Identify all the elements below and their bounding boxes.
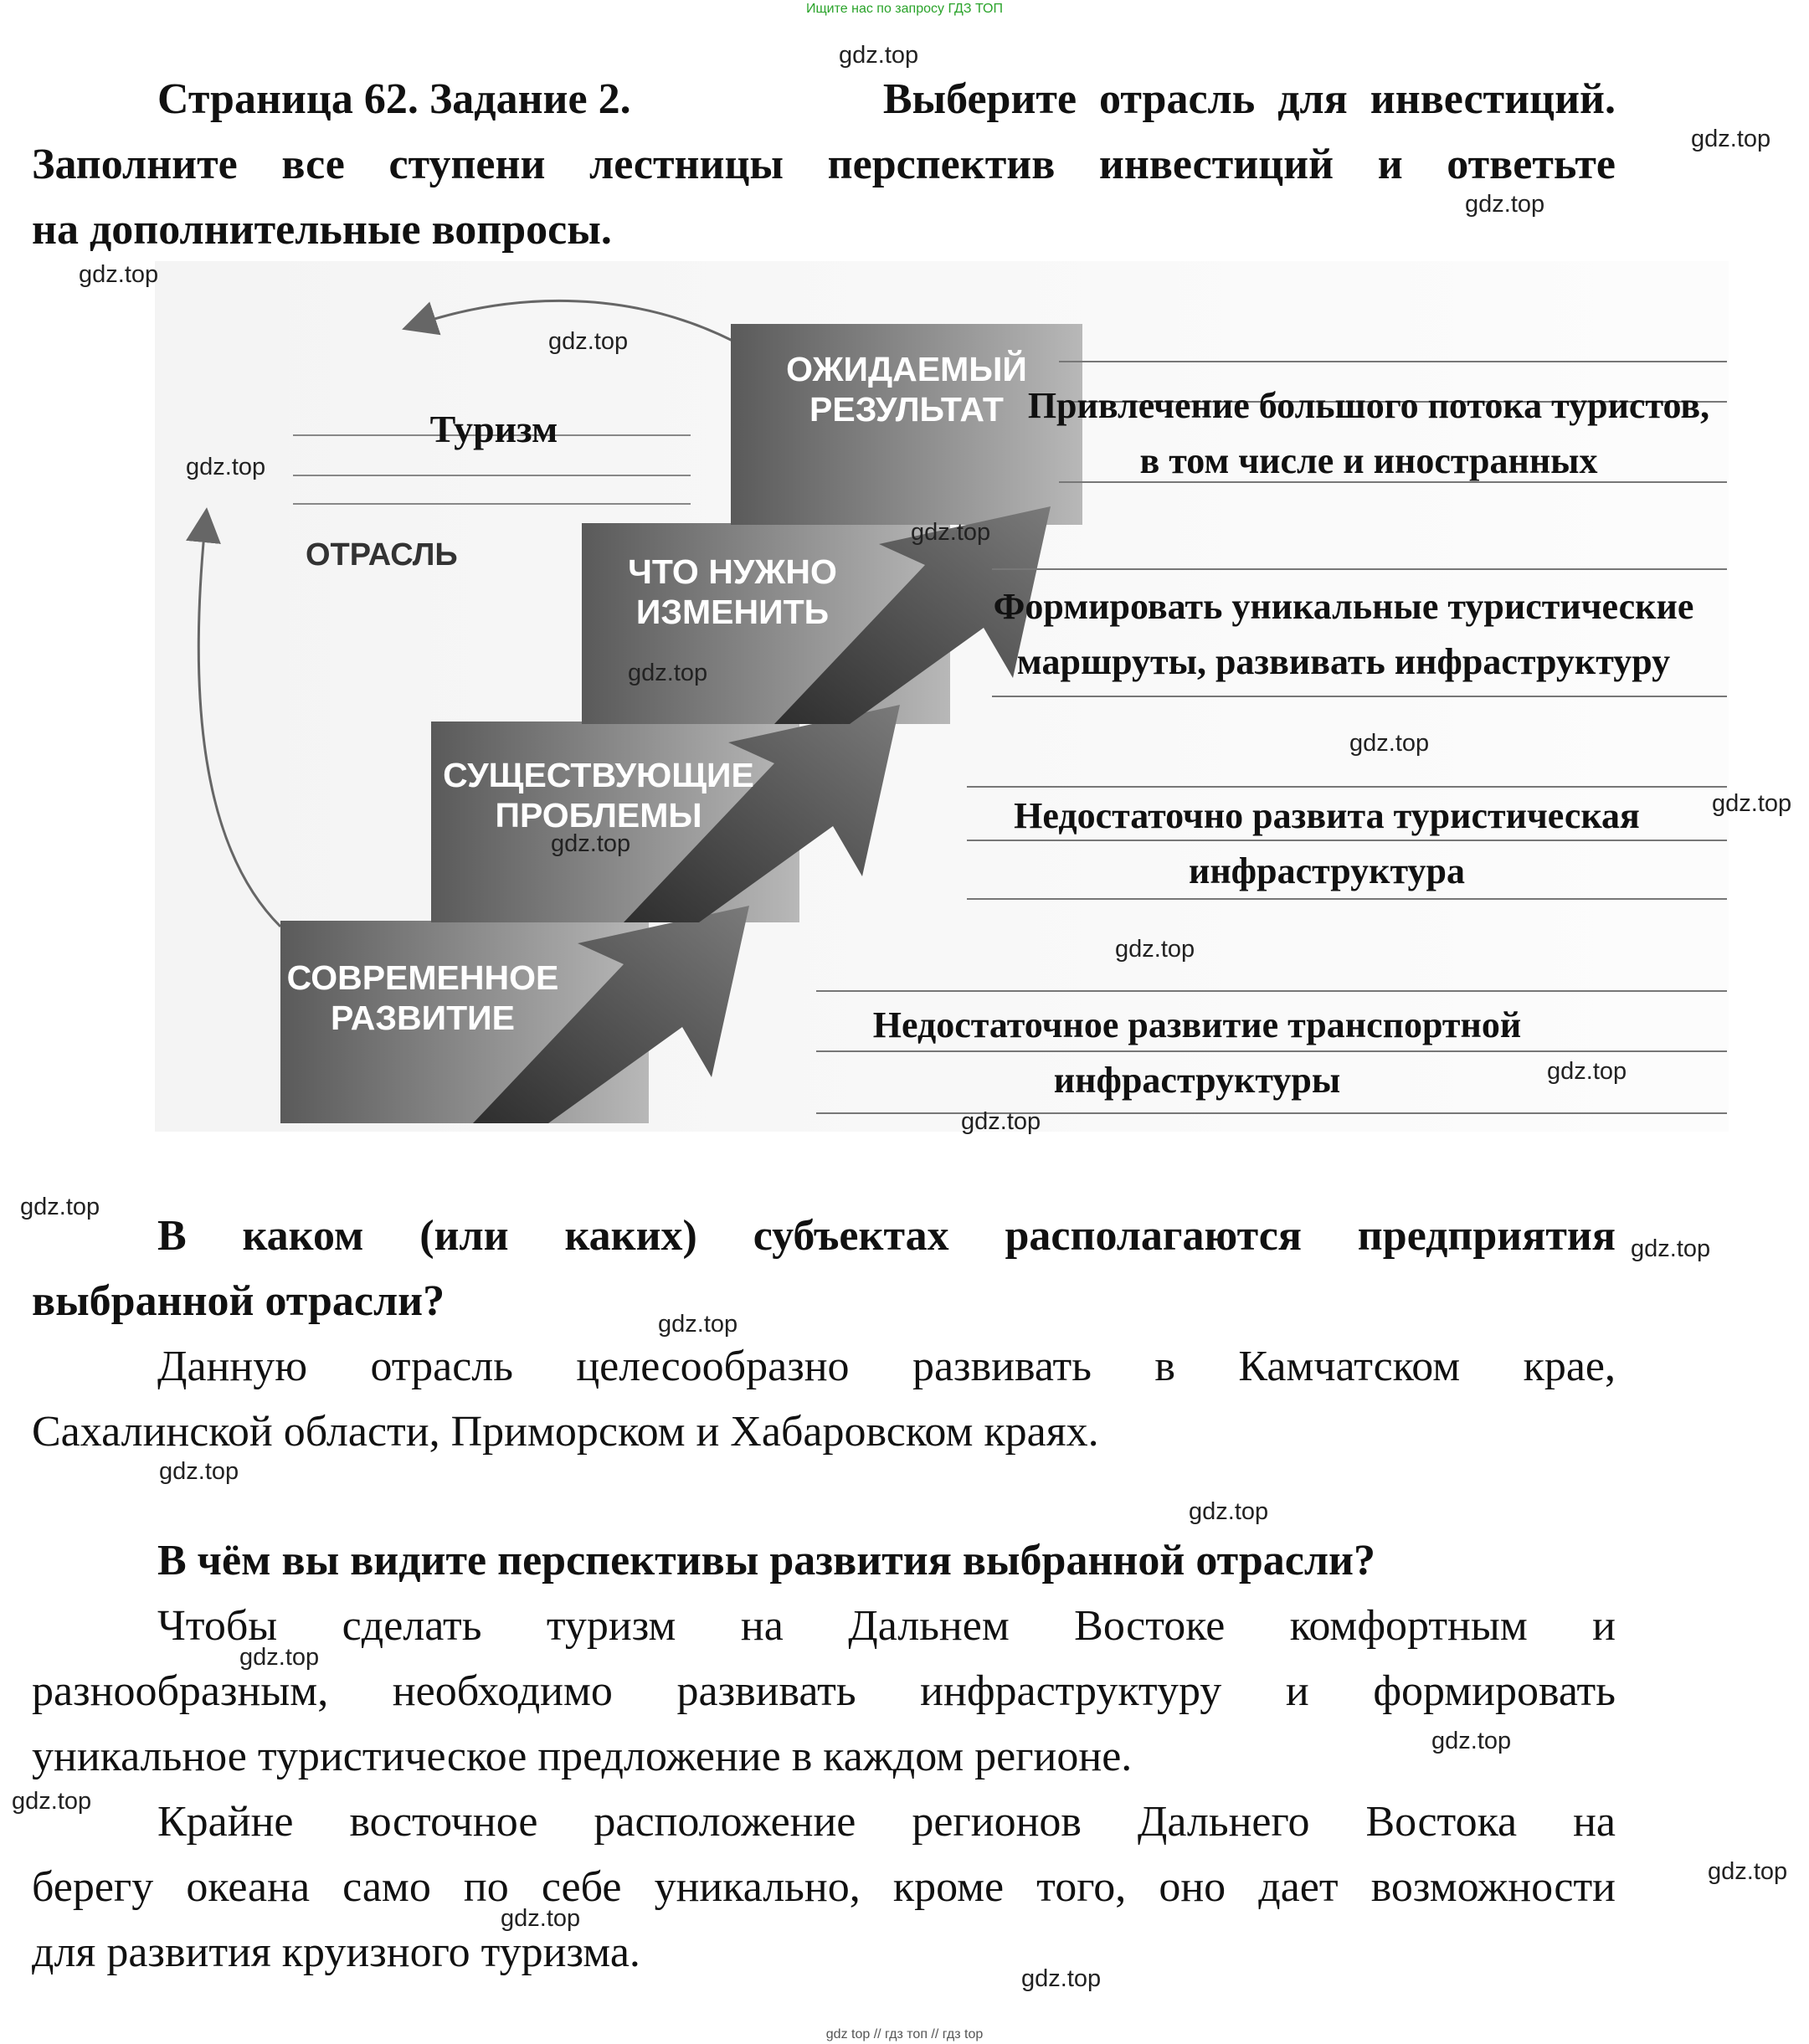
step-label-result-l2: РЕЗУЛЬТАТ (809, 390, 1004, 429)
watermark: gdz.top (1547, 1058, 1627, 1085)
watermark: gdz.top (1708, 1858, 1788, 1885)
watermark: gdz.top (79, 261, 159, 288)
watermark: gdz.top (628, 660, 708, 686)
step-label-current (280, 958, 565, 1038)
task-instruction-start: Выберите отрасль для инвестиций. (882, 75, 1616, 123)
watermark: gdz.top (1115, 936, 1195, 963)
task-title-line3: на дополнительные вопросы. (32, 206, 612, 254)
step-label-problems-l1: СУЩЕСТВУЮЩИЕ (443, 756, 754, 794)
answer-change-l1: Формировать уникальные туристические (993, 586, 1694, 627)
otrasl-answer: Туризм (429, 408, 558, 450)
step-label-current-l1: СОВРЕМЕННОЕ (286, 958, 559, 997)
watermark: gdz.top (1691, 126, 1771, 152)
watermark: gdz.top (1431, 1728, 1512, 1754)
watermark: gdz.top (239, 1644, 320, 1671)
q2-p2-line3: для развития круизного туризма. (32, 1928, 640, 1976)
q2-p1-line1: Чтобы сделать туризм на Дальнем Востоке комфортным и (157, 1602, 1616, 1650)
watermark: gdz.top (186, 454, 266, 480)
answer-result (1009, 378, 1729, 489)
step-label-change (582, 552, 883, 632)
q1-line1: В каком (или каких) субъектах располагаются предприятия (157, 1212, 1616, 1260)
answer-current-l2: инфраструктуры (1053, 1060, 1341, 1101)
watermark: gdz.top (20, 1194, 100, 1220)
q1-answer-line1: Данную отрасль целесообразно развивать в Камчатском крае, (157, 1343, 1616, 1390)
watermark: gdz.top (961, 1108, 1041, 1135)
answer-current (816, 998, 1578, 1108)
watermark: gdz.top (1465, 191, 1545, 218)
answer-problems-l1: Недостаточно развита туристическая (1014, 795, 1640, 836)
watermark: gdz.top (1712, 790, 1792, 817)
bottom-banner[interactable]: gdz top // гдз топ // гдз top (825, 2027, 984, 2041)
step-label-problems (431, 755, 766, 835)
watermark: gdz.top (1349, 730, 1430, 757)
watermark: gdz.top (658, 1311, 738, 1338)
task-title-line2: Заполните все ступени лестницы перспектив инвестиций и ответьте (32, 141, 1616, 188)
step-label-result-l1: ОЖИДАЕМЫЙ (786, 350, 1027, 388)
watermark: gdz.top (548, 328, 629, 355)
q2-p1-line2: разнообразным, необходимо развивать инфраструктуру и формировать (32, 1667, 1616, 1715)
q2-p1-line3: уникальное туристическое предложение в каждом регионе. (32, 1733, 1133, 1780)
q1-answer-line2: Сахалинской области, Приморском и Хабаровском краях. (32, 1408, 1099, 1456)
answer-current-l1: Недостаточное развитие транспортной (872, 1004, 1522, 1045)
q1-line2: выбранной отрасли? (32, 1277, 445, 1325)
step-label-change-l1: ЧТО НУЖНО (628, 552, 837, 591)
answer-change-l2: маршруты, развивать инфраструктуру (1016, 641, 1671, 682)
watermark: gdz.top (1631, 1235, 1711, 1262)
q2-p2-line2: берегу океана само по себе уникально, кроме того, оно дает возможности (32, 1863, 1616, 1911)
watermark: gdz.top (1189, 1498, 1269, 1525)
step-label-change-l2: ИЗМЕНИТЬ (635, 593, 830, 631)
task-number: Страница 62. Задание 2. (157, 75, 631, 123)
q2-p2-line1: Крайне восточное расположение регионов Дальнего Востока на (157, 1798, 1616, 1846)
watermark: gdz.top (839, 42, 919, 69)
answer-result-l2: в том числе и иностранных (1139, 440, 1598, 481)
ladder-figure (155, 261, 1729, 1132)
step-label-current-l2: РАЗВИТИЕ (331, 999, 515, 1037)
watermark: gdz.top (911, 519, 991, 546)
watermark: gdz.top (501, 1905, 581, 1932)
task-title-line1 (157, 67, 1616, 132)
q2-line1: В чём вы видите перспективы развития выбранной отрасли? (157, 1537, 1375, 1584)
answer-result-l1: Привлечение большого потока туристов, (1027, 385, 1710, 426)
watermark: gdz.top (551, 830, 631, 857)
step-label-problems-l2: ПРОБЛЕМЫ (495, 796, 702, 835)
answer-change (958, 579, 1729, 690)
watermark: gdz.top (12, 1788, 92, 1815)
otrasl-label: ОТРАСЛЬ (306, 537, 458, 573)
answer-problems-l2: инфраструктура (1188, 850, 1466, 891)
watermark: gdz.top (1021, 1965, 1102, 1992)
watermark: gdz.top (159, 1458, 239, 1485)
top-banner[interactable]: Ищите нас по запросу ГДЗ ТОП (806, 2, 1003, 16)
answer-problems (958, 788, 1695, 899)
